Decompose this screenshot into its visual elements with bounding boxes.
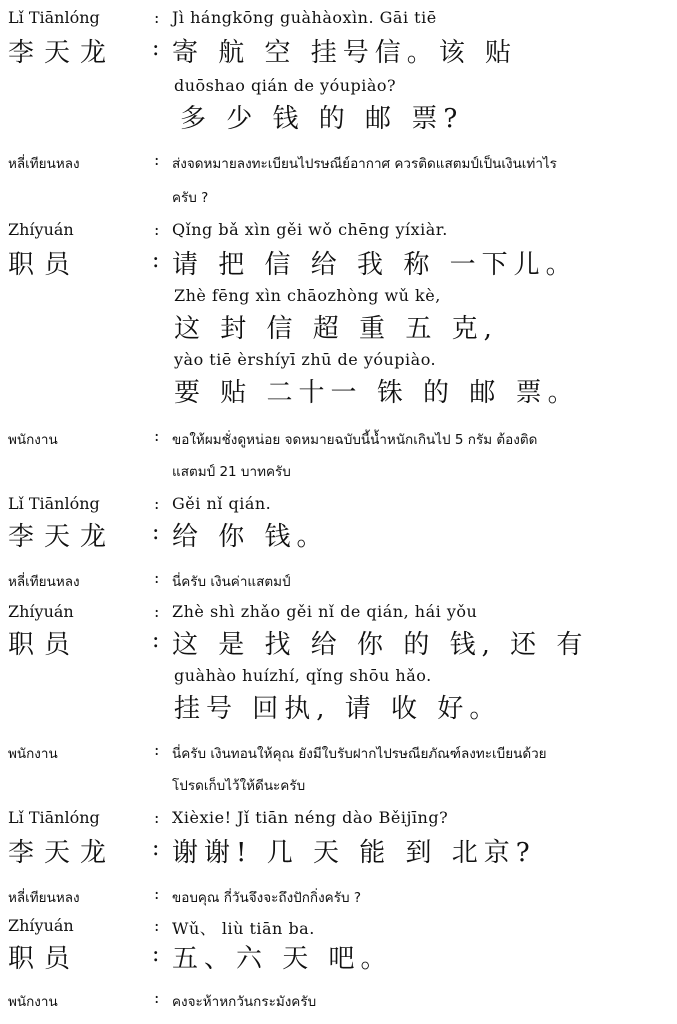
- thai-line: ขอให้ผมชั่งดูหน่อย จดหมายฉบับนี้น้ำหนักเกินไป 5 กรัม ต้องติด: [172, 432, 538, 448]
- speaker-pinyin-li: Lǐ Tiānlóng: [8, 808, 100, 827]
- colon: :: [154, 602, 160, 621]
- colon: :: [152, 36, 160, 61]
- pinyin-line: Zhè fēng xìn chāozhòng wǔ kè,: [174, 286, 441, 305]
- colon: :: [152, 836, 160, 861]
- speaker-chinese-zhiyuan: 职员: [8, 250, 81, 280]
- colon: :: [152, 628, 160, 653]
- colon: :: [154, 426, 160, 445]
- thai-line: คงจะห้าหกวันกระมังครับ: [172, 994, 317, 1010]
- speaker-chinese-li: 李天龙: [8, 38, 117, 68]
- speaker-thai-zhiyuan: พนักงาน: [8, 746, 58, 762]
- thai-line: นี่ครับ เงินค่าแสตมป์: [172, 574, 291, 590]
- colon: :: [152, 942, 160, 967]
- thai-line: โปรดเก็บไว้ให้ดีนะครับ: [172, 778, 306, 794]
- speaker-pinyin-li: Lǐ Tiānlóng: [8, 494, 100, 513]
- speaker-thai-li: หลี่เทียนหลง: [8, 890, 80, 906]
- pinyin-line: guàhào huízhí, qǐng shōu hǎo.: [174, 666, 432, 685]
- chinese-line: 这 封 信 超 重 五 克,: [174, 314, 498, 344]
- speaker-thai-zhiyuan: พนักงาน: [8, 432, 58, 448]
- colon: :: [154, 220, 160, 239]
- thai-line: นี่ครับ เงินทอนให้คุณ ยังมีใบรับฝากไปรษณียภัณฑ์ลงทะเบียนด้วย: [172, 746, 547, 762]
- pinyin-line: Xièxie! Jǐ tiān néng dào Běijīng?: [172, 808, 449, 827]
- chinese-line: 谢谢! 几 天 能 到 北京?: [172, 838, 536, 868]
- colon: :: [154, 740, 160, 759]
- speaker-chinese-zhiyuan: 职员: [8, 630, 81, 660]
- colon: :: [154, 916, 160, 935]
- chinese-line: 给 你 钱。: [172, 522, 329, 552]
- colon: :: [154, 988, 160, 1007]
- thai-line: ส่งจดหมายลงทะเบียนไปรษณีย์อากาศ ควรติดแสตมป์เป็นเงินเท่าไร: [172, 156, 557, 172]
- speaker-thai-zhiyuan: พนักงาน: [8, 994, 58, 1010]
- speaker-thai-li: หลี่เทียนหลง: [8, 156, 80, 172]
- pinyin-line: Jì hángkōng guàhàoxìn. Gāi tiē: [172, 8, 437, 27]
- colon: :: [152, 248, 160, 273]
- colon: :: [152, 520, 160, 545]
- colon: :: [154, 808, 160, 827]
- pinyin-line: yào tiē èrshíyī zhū de yóupiào.: [174, 350, 437, 369]
- chinese-line: 要 贴 二十一 铢 的 邮 票。: [174, 378, 580, 408]
- speaker-pinyin-li: Lǐ Tiānlóng: [8, 8, 100, 27]
- speaker-chinese-li: 李天龙: [8, 522, 117, 552]
- colon: :: [154, 494, 160, 513]
- chinese-line: 挂号 回执, 请 收 好。: [174, 694, 502, 724]
- colon: :: [154, 884, 160, 903]
- colon: :: [154, 568, 160, 587]
- pinyin-line: Gěi nǐ qián.: [172, 494, 272, 513]
- chinese-line: 五、六 天 吧。: [172, 944, 393, 974]
- speaker-thai-li: หลี่เทียนหลง: [8, 574, 80, 590]
- pinyin-line: Zhè shì zhǎo gěi nǐ de qián, hái yǒu: [172, 602, 478, 621]
- thai-line: ขอบคุณ กี่วันจึงจะถึงปักกิ่งครับ ?: [172, 890, 361, 906]
- thai-line: แสตมป์ 21 บาทครับ: [172, 464, 291, 480]
- chinese-line: 寄 航 空 挂号信。该 贴: [172, 38, 518, 68]
- chinese-line: 请 把 信 给 我 称 一下儿。: [172, 250, 578, 280]
- speaker-chinese-li: 李天龙: [8, 838, 117, 868]
- colon: :: [154, 150, 160, 169]
- pinyin-line: Qǐng bǎ xìn gěi wǒ chēng yíxiàr.: [172, 220, 448, 239]
- speaker-pinyin-zhiyuan: Zhíyuán: [8, 602, 74, 621]
- speaker-pinyin-zhiyuan: Zhíyuán: [8, 220, 74, 239]
- chinese-line: 多 少 钱 的 邮 票?: [180, 104, 464, 134]
- chinese-line: 这 是 找 给 你 的 钱, 还 有: [172, 630, 589, 660]
- pinyin-line: duōshao qián de yóupiào?: [174, 76, 397, 95]
- speaker-pinyin-zhiyuan: Zhíyuán: [8, 916, 74, 935]
- pinyin-line: Wǔ、 liù tiān ba.: [172, 919, 315, 938]
- thai-line: ครับ ?: [172, 190, 209, 206]
- speaker-chinese-zhiyuan: 职员: [8, 944, 81, 974]
- colon: :: [154, 8, 160, 27]
